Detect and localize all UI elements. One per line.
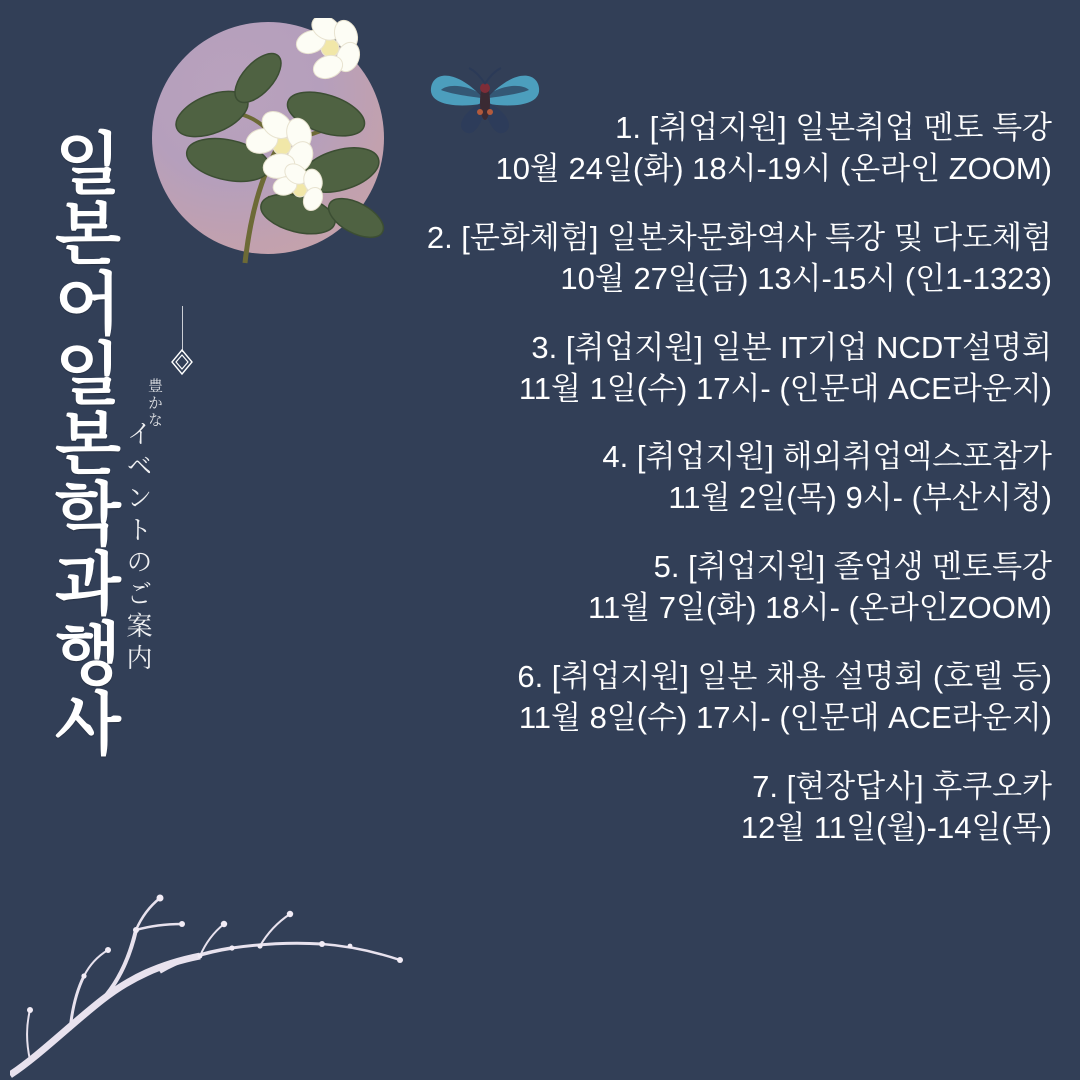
- event-datetime: 11월 1일(수) 17시- (인문대 ACE라운지): [518, 370, 1052, 406]
- event-datetime: 10월 24일(화) 18시-19시 (온라인 ZOOM): [495, 150, 1052, 186]
- event-item: [392, 767, 1052, 849]
- vertical-rule: [182, 306, 183, 352]
- title-char: 사: [55, 687, 121, 764]
- event-datetime: 10월 27일(금) 13시-15시 (인1-1323): [560, 260, 1052, 296]
- event-item: [392, 218, 1052, 300]
- camellia-illustration-icon: [150, 18, 400, 278]
- event-title: 6. [취업지원] 일본 채용 설명회 (호텔 등): [517, 659, 1052, 695]
- title-char: 본: [55, 407, 121, 484]
- event-title: 4. [취업지원] 해외취업엑스포참가: [602, 439, 1052, 475]
- event-title: 5. [취업지원] 졸업생 멘토특강: [653, 549, 1052, 585]
- cherry-branch-icon: [10, 860, 430, 1080]
- title-char: 일: [55, 127, 121, 203]
- title-char: 어: [55, 267, 121, 344]
- event-title: 7. [현장답사] 후쿠오카: [752, 768, 1052, 804]
- japanese-caption-main: イベントのご案内: [123, 420, 153, 676]
- event-item: [392, 328, 1052, 410]
- japanese-caption-small: 豊かな: [146, 378, 163, 429]
- title-char: 학: [55, 477, 121, 554]
- title-char: 과: [55, 547, 121, 624]
- event-datetime: 12월 11일(월)-14일(목): [740, 809, 1052, 845]
- event-datetime: 11월 8일(수) 17시- (인문대 ACE라운지): [518, 699, 1052, 735]
- event-item: [392, 547, 1052, 629]
- event-item: [392, 657, 1052, 739]
- event-list: [392, 108, 1052, 849]
- japanese-caption-block: [120, 300, 230, 700]
- event-title: 1. [취업지원] 일본취업 멘토 특강: [615, 110, 1052, 145]
- event-title: 3. [취업지원] 일본 IT기업 NCDT설명회: [531, 329, 1052, 365]
- event-item: [392, 108, 1052, 190]
- event-datetime: 11월 7일(화) 18시- (온라인ZOOM): [588, 590, 1052, 626]
- event-title: 2. [문화체험] 일본차문화역사 특강 및 다도체험: [426, 219, 1052, 255]
- title-char: 일: [55, 337, 121, 414]
- title-char: 행: [55, 617, 121, 694]
- event-datetime: 11월 2일(목) 9시- (부산시청): [668, 480, 1052, 516]
- event-item: [392, 437, 1052, 519]
- title-char: 본: [55, 197, 121, 274]
- diamond-ornament-icon: [168, 348, 196, 376]
